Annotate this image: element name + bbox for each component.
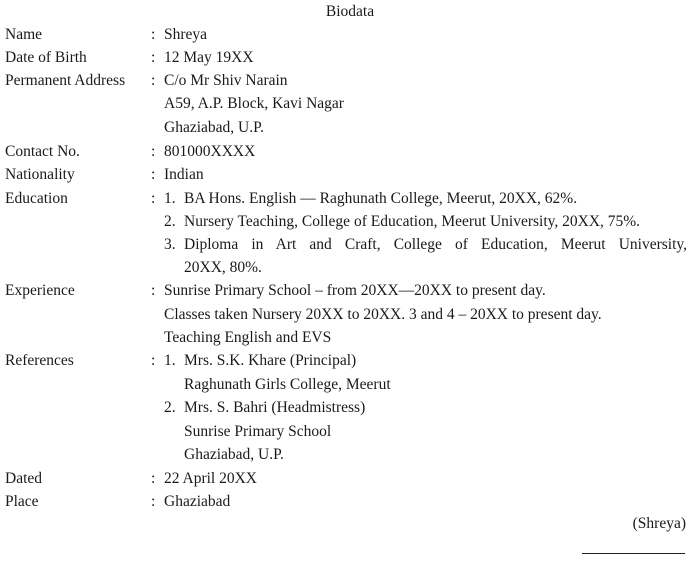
place-value: Ghaziabad	[164, 493, 231, 510]
dated-label: Dated	[5, 470, 43, 487]
experience-line: Classes taken Nursery 20XX to 20XX. 3 and 4 – 20XX to present day.	[164, 306, 602, 323]
education-item: BA Hons. English — Raghunath College, Meerut, 20XX, 62%.	[184, 190, 578, 207]
list-number: 1.	[164, 190, 176, 207]
colon: :	[151, 26, 156, 43]
experience-line: Sunrise Primary School – from 20XX—20XX to present day.	[164, 282, 546, 299]
reference-line: Mrs. S.K. Khare (Principal)	[184, 352, 357, 369]
education-item: Diploma in Art and Craft, College of Education, Meerut University,	[184, 236, 687, 253]
address-label: Permanent Address	[5, 72, 126, 89]
dated-value: 22 April 20XX	[164, 470, 257, 487]
colon: :	[151, 49, 156, 66]
list-number: 3.	[164, 236, 176, 253]
colon: :	[151, 493, 156, 510]
address-line: A59, A.P. Block, Kavi Nagar	[164, 95, 344, 112]
place-label: Place	[5, 493, 39, 510]
colon: :	[151, 72, 156, 89]
education-label: Education	[5, 190, 68, 207]
address-line: Ghaziabad, U.P.	[164, 119, 264, 136]
colon: :	[151, 470, 156, 487]
address-line: C/o Mr Shiv Narain	[164, 72, 288, 89]
nationality-label: Nationality	[5, 166, 75, 183]
reference-line: Mrs. S. Bahri (Headmistress)	[184, 399, 366, 416]
reference-line: Raghunath Girls College, Meerut	[184, 376, 391, 393]
colon: :	[151, 282, 156, 299]
colon: :	[151, 190, 156, 207]
references-label: References	[5, 352, 74, 369]
name-label: Name	[5, 26, 43, 43]
nationality-value: Indian	[164, 166, 204, 183]
page-title: Biodata	[325, 3, 375, 20]
dob-label: Date of Birth	[5, 49, 87, 66]
colon: :	[151, 352, 156, 369]
reference-line: Sunrise Primary School	[184, 423, 332, 440]
colon: :	[151, 143, 156, 160]
reference-line: Ghaziabad, U.P.	[184, 446, 284, 463]
list-number: 1.	[164, 352, 176, 369]
contact-value: 801000XXXX	[164, 143, 256, 160]
signature-name: (Shreya)	[632, 515, 686, 532]
dob-value: 12 May 19XX	[164, 49, 254, 66]
education-item: Nursery Teaching, College of Education, Meerut University, 20XX, 75%.	[184, 213, 641, 230]
colon: :	[151, 166, 156, 183]
contact-label: Contact No.	[5, 143, 80, 160]
experience-line: Teaching English and EVS	[164, 329, 332, 346]
education-item-cont: 20XX, 80%.	[184, 259, 262, 276]
name-value: Shreya	[164, 26, 208, 43]
list-number: 2.	[164, 399, 176, 416]
list-number: 2.	[164, 213, 176, 230]
signature-line	[582, 553, 685, 554]
experience-label: Experience	[5, 282, 75, 299]
